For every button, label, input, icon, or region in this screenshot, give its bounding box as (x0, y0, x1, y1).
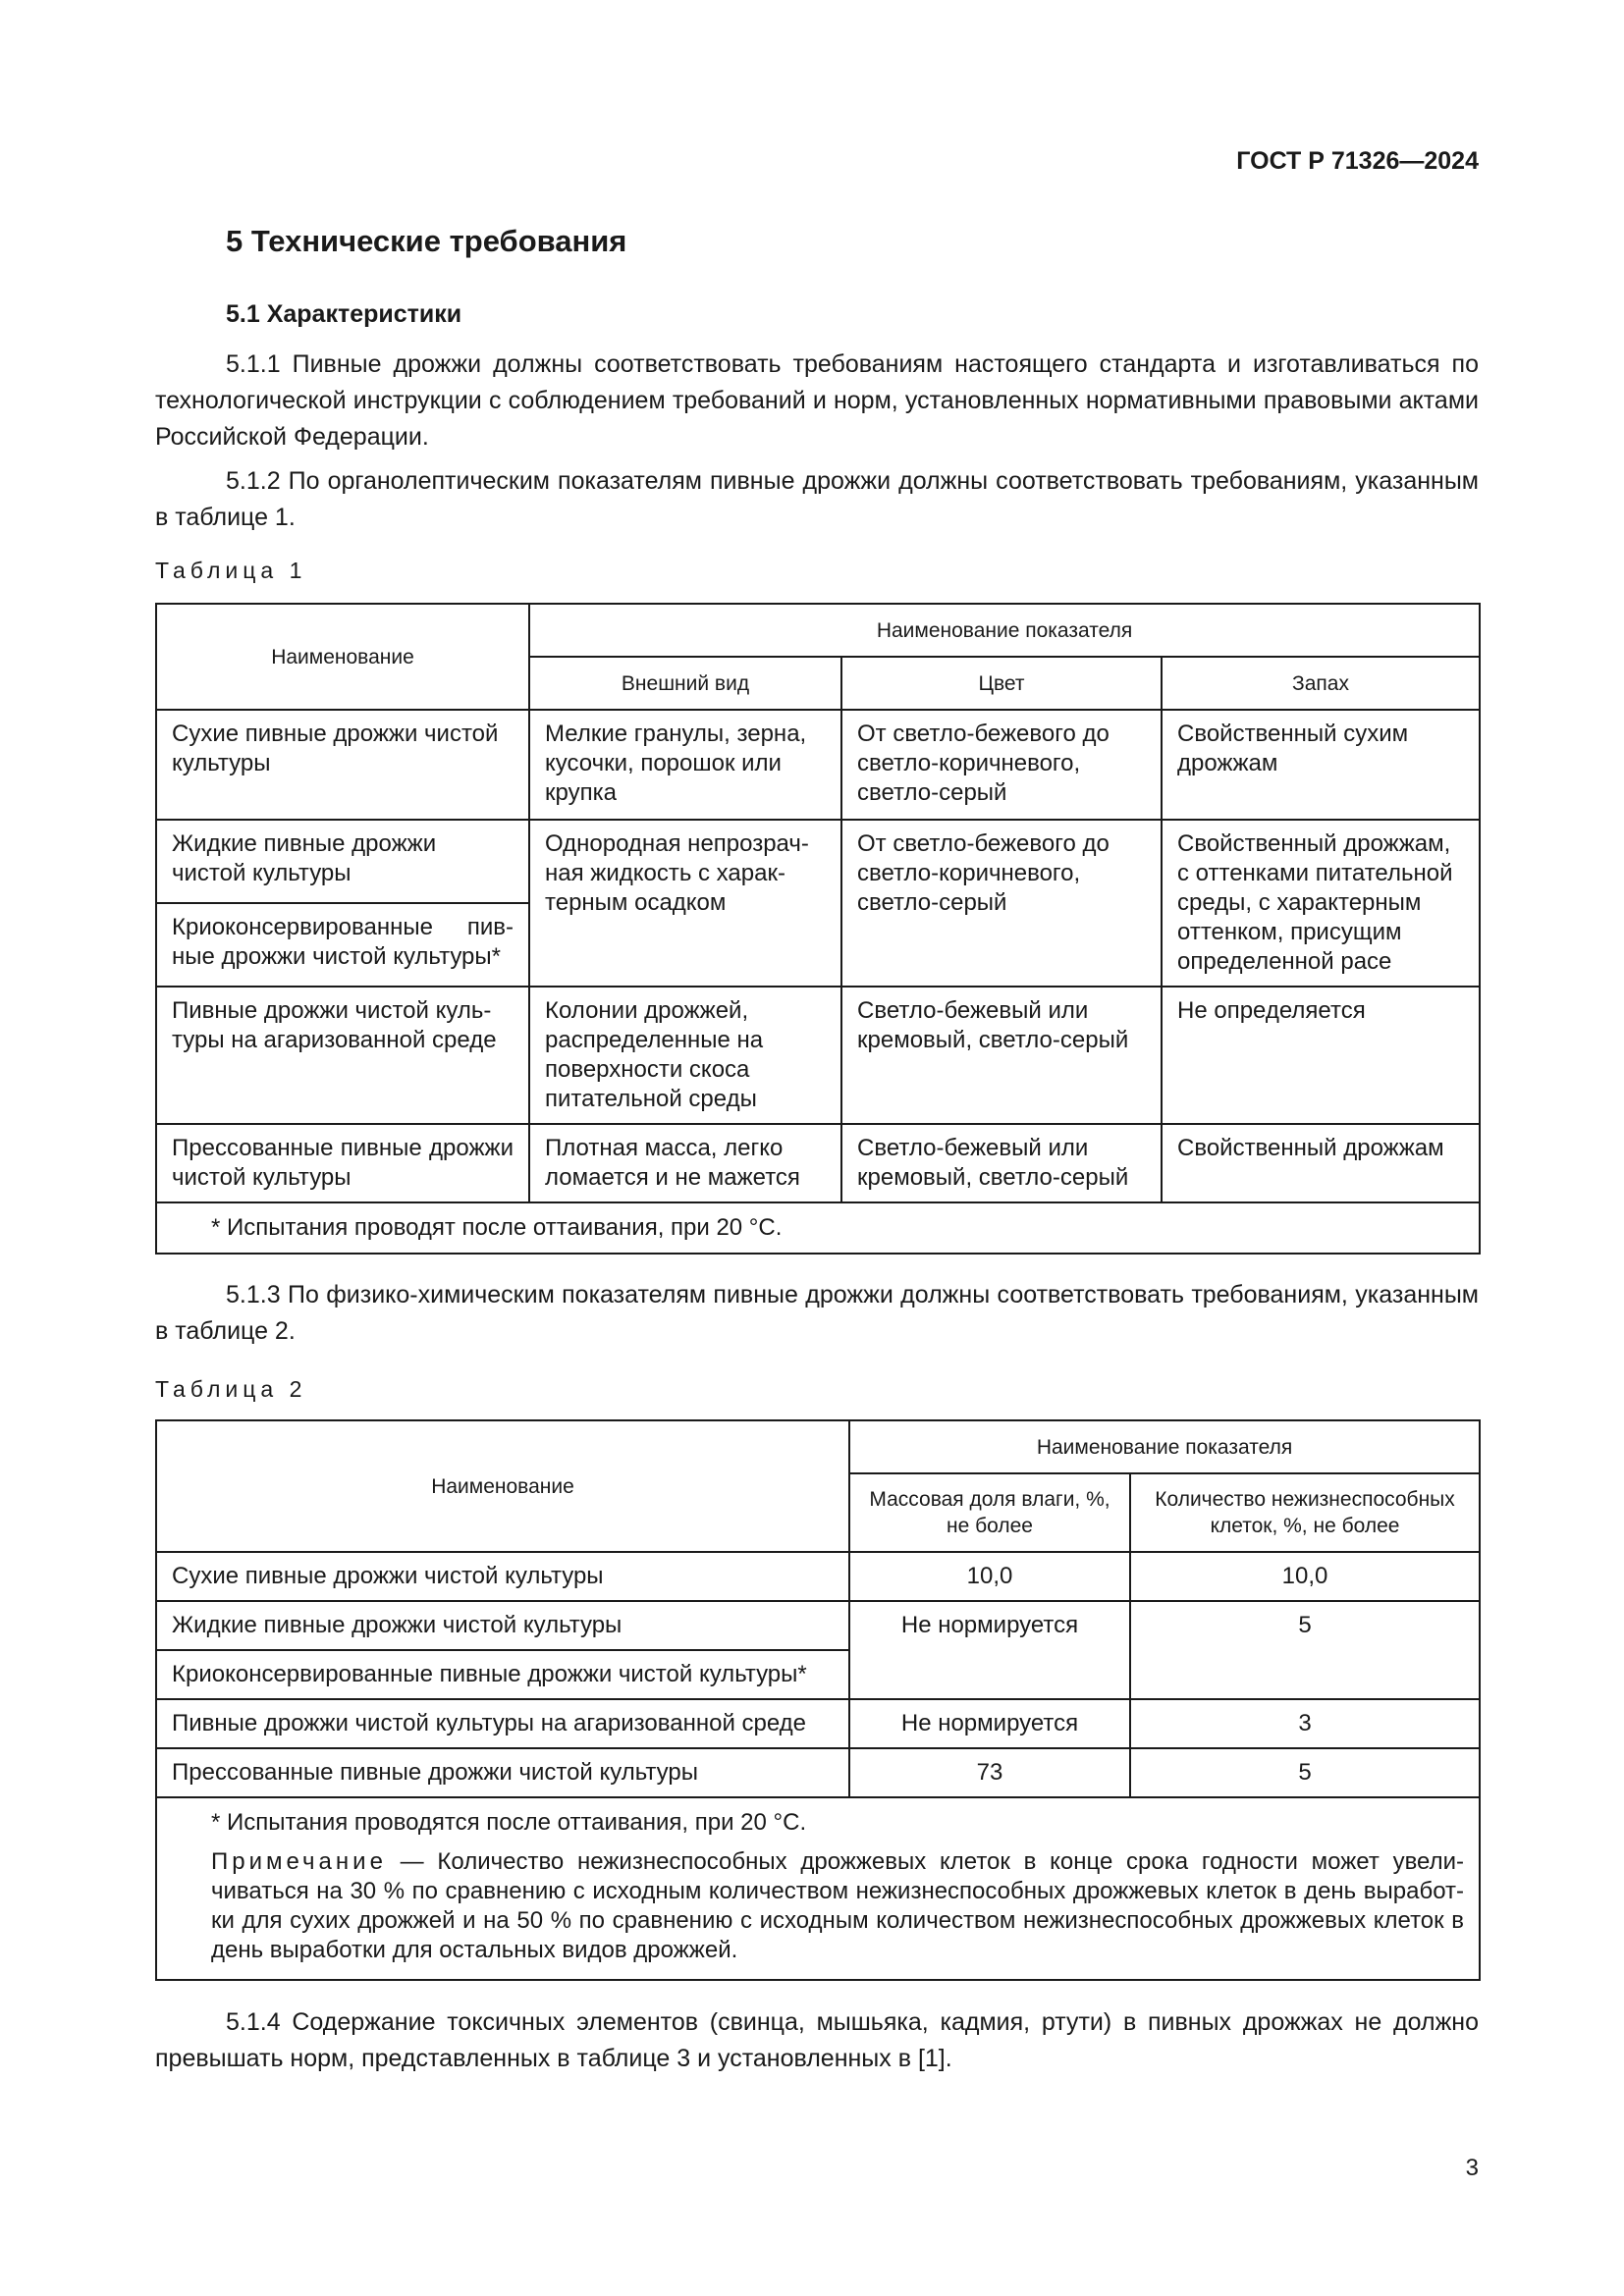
table2-header-row (156, 1420, 1480, 1473)
table1-footnote: * Испытания проводят после оттаивания, при 20 °С. (156, 1202, 1480, 1254)
table1-cell-name: Пивные дрожжи чистой культуры на агаризованной среде (156, 987, 529, 1124)
paragraph-5-1-1: 5.1.1 Пивные дрожжи должны соответствовать требованиям настоящего стандарта и изготавливаться по технологической инструкции с соблюдением требований и норм, установленных нормативными правовыми актами Российской Федерации. (155, 350, 1479, 451)
table1-cell-color: Светло-бежевый или кремовый, светло-серый (841, 987, 1162, 1124)
table2-cell-nonviable: 5 (1130, 1601, 1480, 1699)
table-row (156, 1124, 1480, 1202)
table2-cell-nonviable: 3 (1130, 1699, 1480, 1748)
table1-cell-appearance: Плотная масса, легко ломается и не мажется (529, 1124, 841, 1202)
table1-cell-smell: Свойственный сухим дрожжам (1162, 710, 1480, 820)
table1-cell-name: Прессованные пивные дрожжи чистой культуры (156, 1124, 529, 1202)
table1-header-row (156, 604, 1480, 657)
table-row (156, 1601, 1480, 1650)
table-row (156, 820, 1480, 903)
table2-cell-nonviable: 5 (1130, 1748, 1480, 1797)
table2-cell-moisture: Не нормируется (849, 1601, 1130, 1699)
section-title: 5 Технические требования (226, 224, 627, 258)
table2-cell-name: Сухие пивные дрожжи чистой культуры (156, 1552, 849, 1601)
table1-cell-appearance: Однородная непрозрачная жидкость с характерным осадком (529, 820, 841, 987)
table2-cell-moisture: 10,0 (849, 1552, 1130, 1601)
table1-header-appearance: Внешний вид (529, 657, 841, 710)
table1-cell-smell: Свойственный дрожжам (1162, 1124, 1480, 1202)
paragraph-5-1-3: 5.1.3 По физико-химическим показателям пивные дрожжи должны соответствовать требованиям, указанным в таблице 2. (155, 1281, 1479, 1345)
table1-header-group: Наименование показателя (529, 604, 1480, 657)
table2-note-label: Примечание (211, 1848, 387, 1875)
table2-header-name: Наименование (156, 1420, 849, 1552)
table-row (156, 710, 1480, 820)
table2-note (211, 1847, 1464, 1965)
table1-cell-smell: Свойственный дрожжам, с оттенками питательной среды, с характерным оттенком, присущим определенной расе (1162, 820, 1480, 987)
table1-cell-color: От светло-бежевого до светло-коричневого, светло-серый (841, 710, 1162, 820)
table-1 (155, 603, 1481, 1255)
table1-header-color: Цвет (841, 657, 1162, 710)
table2-cell-moisture: 73 (849, 1748, 1130, 1797)
table1-cell-name: Сухие пивные дрожжи чистой культуры (156, 710, 529, 820)
table-row (156, 987, 1480, 1124)
table2-cell-name: Жидкие пивные дрожжи чистой культуры (156, 1601, 849, 1650)
table1-cell-color: От светло-бежевого до светло-коричневого, светло-серый (841, 820, 1162, 987)
table1-cell-appearance: Колонии дрожжей, распределенные на поверхности скоса питательной среды (529, 987, 841, 1124)
table-row (156, 1552, 1480, 1601)
table1-cell-name: Криоконсервированные пивные дрожжи чистой культуры* (156, 903, 529, 987)
table2-cell-nonviable: 10,0 (1130, 1552, 1480, 1601)
table2-footnote-cell (156, 1797, 1480, 1980)
table2-footnote-row (156, 1797, 1480, 1980)
table1-header-name: Наименование (156, 604, 529, 710)
table1-cell-name: Жидкие пивные дрожжи чистой культуры (156, 820, 529, 903)
page-number: 3 (1465, 2155, 1479, 2181)
paragraph-5-1-2: 5.1.2 По органолептическим показателям пивные дрожжи должны соответствовать требованиям, указанным в таблице 1. (155, 467, 1479, 531)
table-row (156, 1699, 1480, 1748)
table2-caption: Таблица 2 (155, 1376, 307, 1402)
table1-header-smell: Запах (1162, 657, 1480, 710)
table1-cell-smell: Не определяется (1162, 987, 1480, 1124)
document-code: ГОСТ Р 71326—2024 (1236, 147, 1479, 175)
table-2 (155, 1419, 1481, 1981)
table2-cell-name: Пивные дрожжи чистой культуры на агаризованной среде (156, 1699, 849, 1748)
table2-cell-moisture: Не нормируется (849, 1699, 1130, 1748)
table1-cell-appearance: Мелкие гранулы, зерна, кусочки, порошок или крупка (529, 710, 841, 820)
subsection-title: 5.1 Характеристики (226, 300, 462, 328)
paragraph-5-1-4: 5.1.4 Содержание токсичных элементов (свинца, мышьяка, кадмия, ртути) в пивных дрожжах не должно превышать норм, представленных в таблице 3 и установленных в [1]. (155, 2008, 1479, 2072)
table1-cell-color: Светло-бежевый или кремовый, светло-серый (841, 1124, 1162, 1202)
table2-note-text: — Количество нежизнеспособных дрожжевых клеток в конце срока годности может увеличиваться на 30 % по сравнению с исходным количеством нежизнеспособных дрожжевых клеток в день выработки для сухих дрожжей и на 50 % по сравнению с исходным количеством нежизнеспособных дрожжевых клеток в день выработки для остальных видов дрожжей. (211, 1848, 1465, 1963)
table2-cell-name: Прессованные пивные дрожжи чистой культуры (156, 1748, 849, 1797)
table1-footnote-row (156, 1202, 1480, 1254)
table-row (156, 1748, 1480, 1797)
table2-cell-name: Криоконсервированные пивные дрожжи чистой культуры* (156, 1650, 849, 1699)
table2-header-moisture: Массовая доля влаги, %, не более (849, 1473, 1130, 1552)
table1-caption: Таблица 1 (155, 558, 307, 583)
table2-footnote: * Испытания проводятся после оттаивания, при 20 °С. (211, 1809, 807, 1836)
table2-header-group: Наименование показателя (849, 1420, 1480, 1473)
table2-header-nonviable: Количество нежизнеспособных клеток, %, не более (1130, 1473, 1480, 1552)
